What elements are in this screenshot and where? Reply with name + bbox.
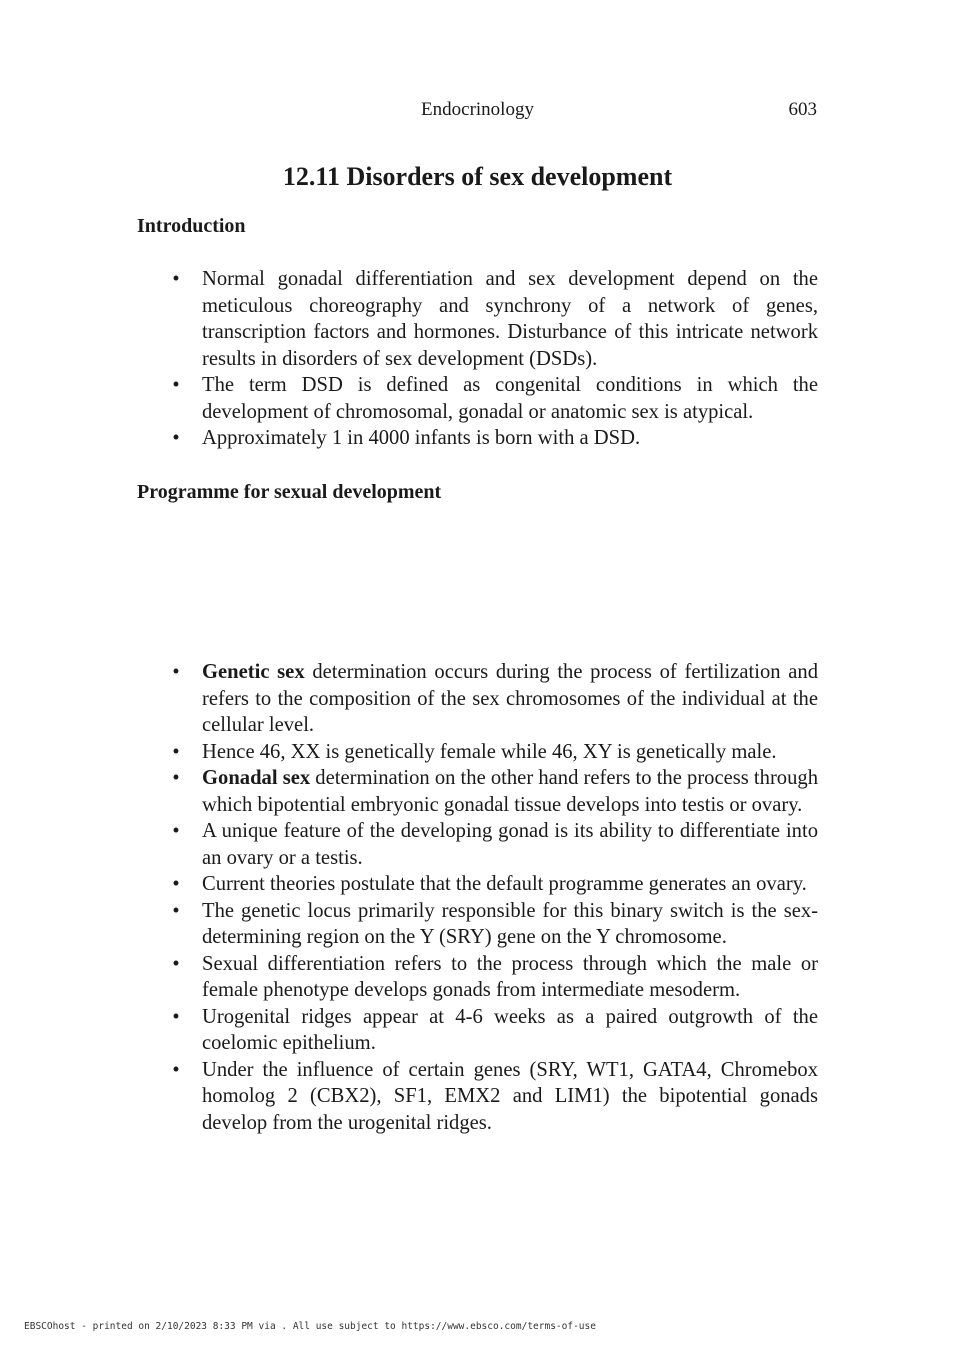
programme-bullet-list — [169, 659, 818, 1136]
bullet-icon: • — [172, 374, 180, 396]
bullet-icon: • — [172, 873, 180, 895]
bullet-icon: • — [172, 661, 180, 683]
list-item-text: Approximately 1 in 4000 infants is born with a DSD. — [202, 427, 641, 449]
print-footer: EBSCOhost - printed on 2/10/2023 8:33 PM via . All use subject to https://www.ebsco.com/terms-of-use — [24, 1321, 596, 1332]
list-item-text: Current theories postulate that the default programme generates an ovary. — [202, 873, 807, 895]
list-item — [169, 765, 818, 818]
list-item — [169, 871, 818, 898]
list-item — [169, 1057, 818, 1137]
bullet-icon: • — [172, 1005, 180, 1028]
list-item-text: The term DSD is defined as congenital conditions in which the development of chromosomal, gonadal or anatomic sex is atypical. — [202, 374, 818, 423]
bullet-icon: • — [172, 427, 180, 449]
list-item — [169, 1004, 818, 1057]
list-item — [169, 739, 818, 766]
running-header — [0, 97, 955, 123]
bullet-icon: • — [172, 740, 180, 763]
bullet-icon: • — [172, 1058, 180, 1081]
list-item-text: Hence 46, XX is genetically female while 46, XY is genetically male. — [202, 740, 777, 763]
list-item-text: Urogenital ridges appear at 4-6 weeks as a paired outgrowth of the coelomic epithelium. — [202, 1005, 818, 1054]
list-item-text: determination on the other hand refers to the process through which bipotential embryonic gonadal tissue develops into testis or ovary. — [202, 767, 818, 816]
list-item-text: The genetic locus primarily responsible for this binary switch is the sex-determining region on the Y (SRY) gene on the Y chromosome. — [202, 899, 818, 948]
list-item-text: determination occurs during the process of fertilization and refers to the composition of the sex chromosomes of the individual at the cellular level. — [202, 661, 818, 736]
list-item-bold-term: Gonadal sex — [202, 767, 311, 789]
chapter-title: 12.11 Disorders of sex development — [282, 162, 673, 191]
page-number: 603 — [788, 99, 817, 120]
list-item-text: Sexual differentiation refers to the process through which the male or female phenotype develops gonads from intermediate mesoderm. — [202, 952, 818, 1001]
list-item-bold-term: Genetic sex — [202, 661, 305, 683]
list-item — [169, 372, 818, 425]
bullet-icon: • — [172, 820, 180, 842]
list-item-text: Under the influence of certain genes (SRY, WT1, GATA4, Chromebox homolog 2 (CBX2), SF1, EMX2 and LIM1) the bipotential gonads develop from the urogenital ridges. — [202, 1058, 818, 1134]
list-item — [169, 951, 818, 1004]
list-item — [169, 659, 818, 739]
bullet-icon: • — [172, 899, 180, 922]
section-heading-introduction: Introduction — [137, 215, 246, 237]
bullet-icon: • — [172, 952, 180, 975]
bullet-icon: • — [172, 268, 180, 290]
list-item — [169, 266, 818, 372]
running-title: Endocrinology — [421, 99, 534, 120]
bullet-icon: • — [172, 767, 180, 789]
section-heading-programme: Programme for sexual development — [137, 481, 442, 503]
list-item-text: Normal gonadal differentiation and sex development depend on the meticulous choreography and synchrony of a network of genes, transcription factors and hormones. Disturbance of this intricate network results in disorders of sex development (DSDs). — [202, 268, 818, 370]
list-item — [169, 425, 818, 452]
list-item — [169, 818, 818, 871]
list-item — [169, 898, 818, 951]
list-item-text: A unique feature of the developing gonad is its ability to differentiate into an ovary or a testis. — [202, 820, 818, 869]
introduction-bullet-list — [169, 266, 818, 452]
